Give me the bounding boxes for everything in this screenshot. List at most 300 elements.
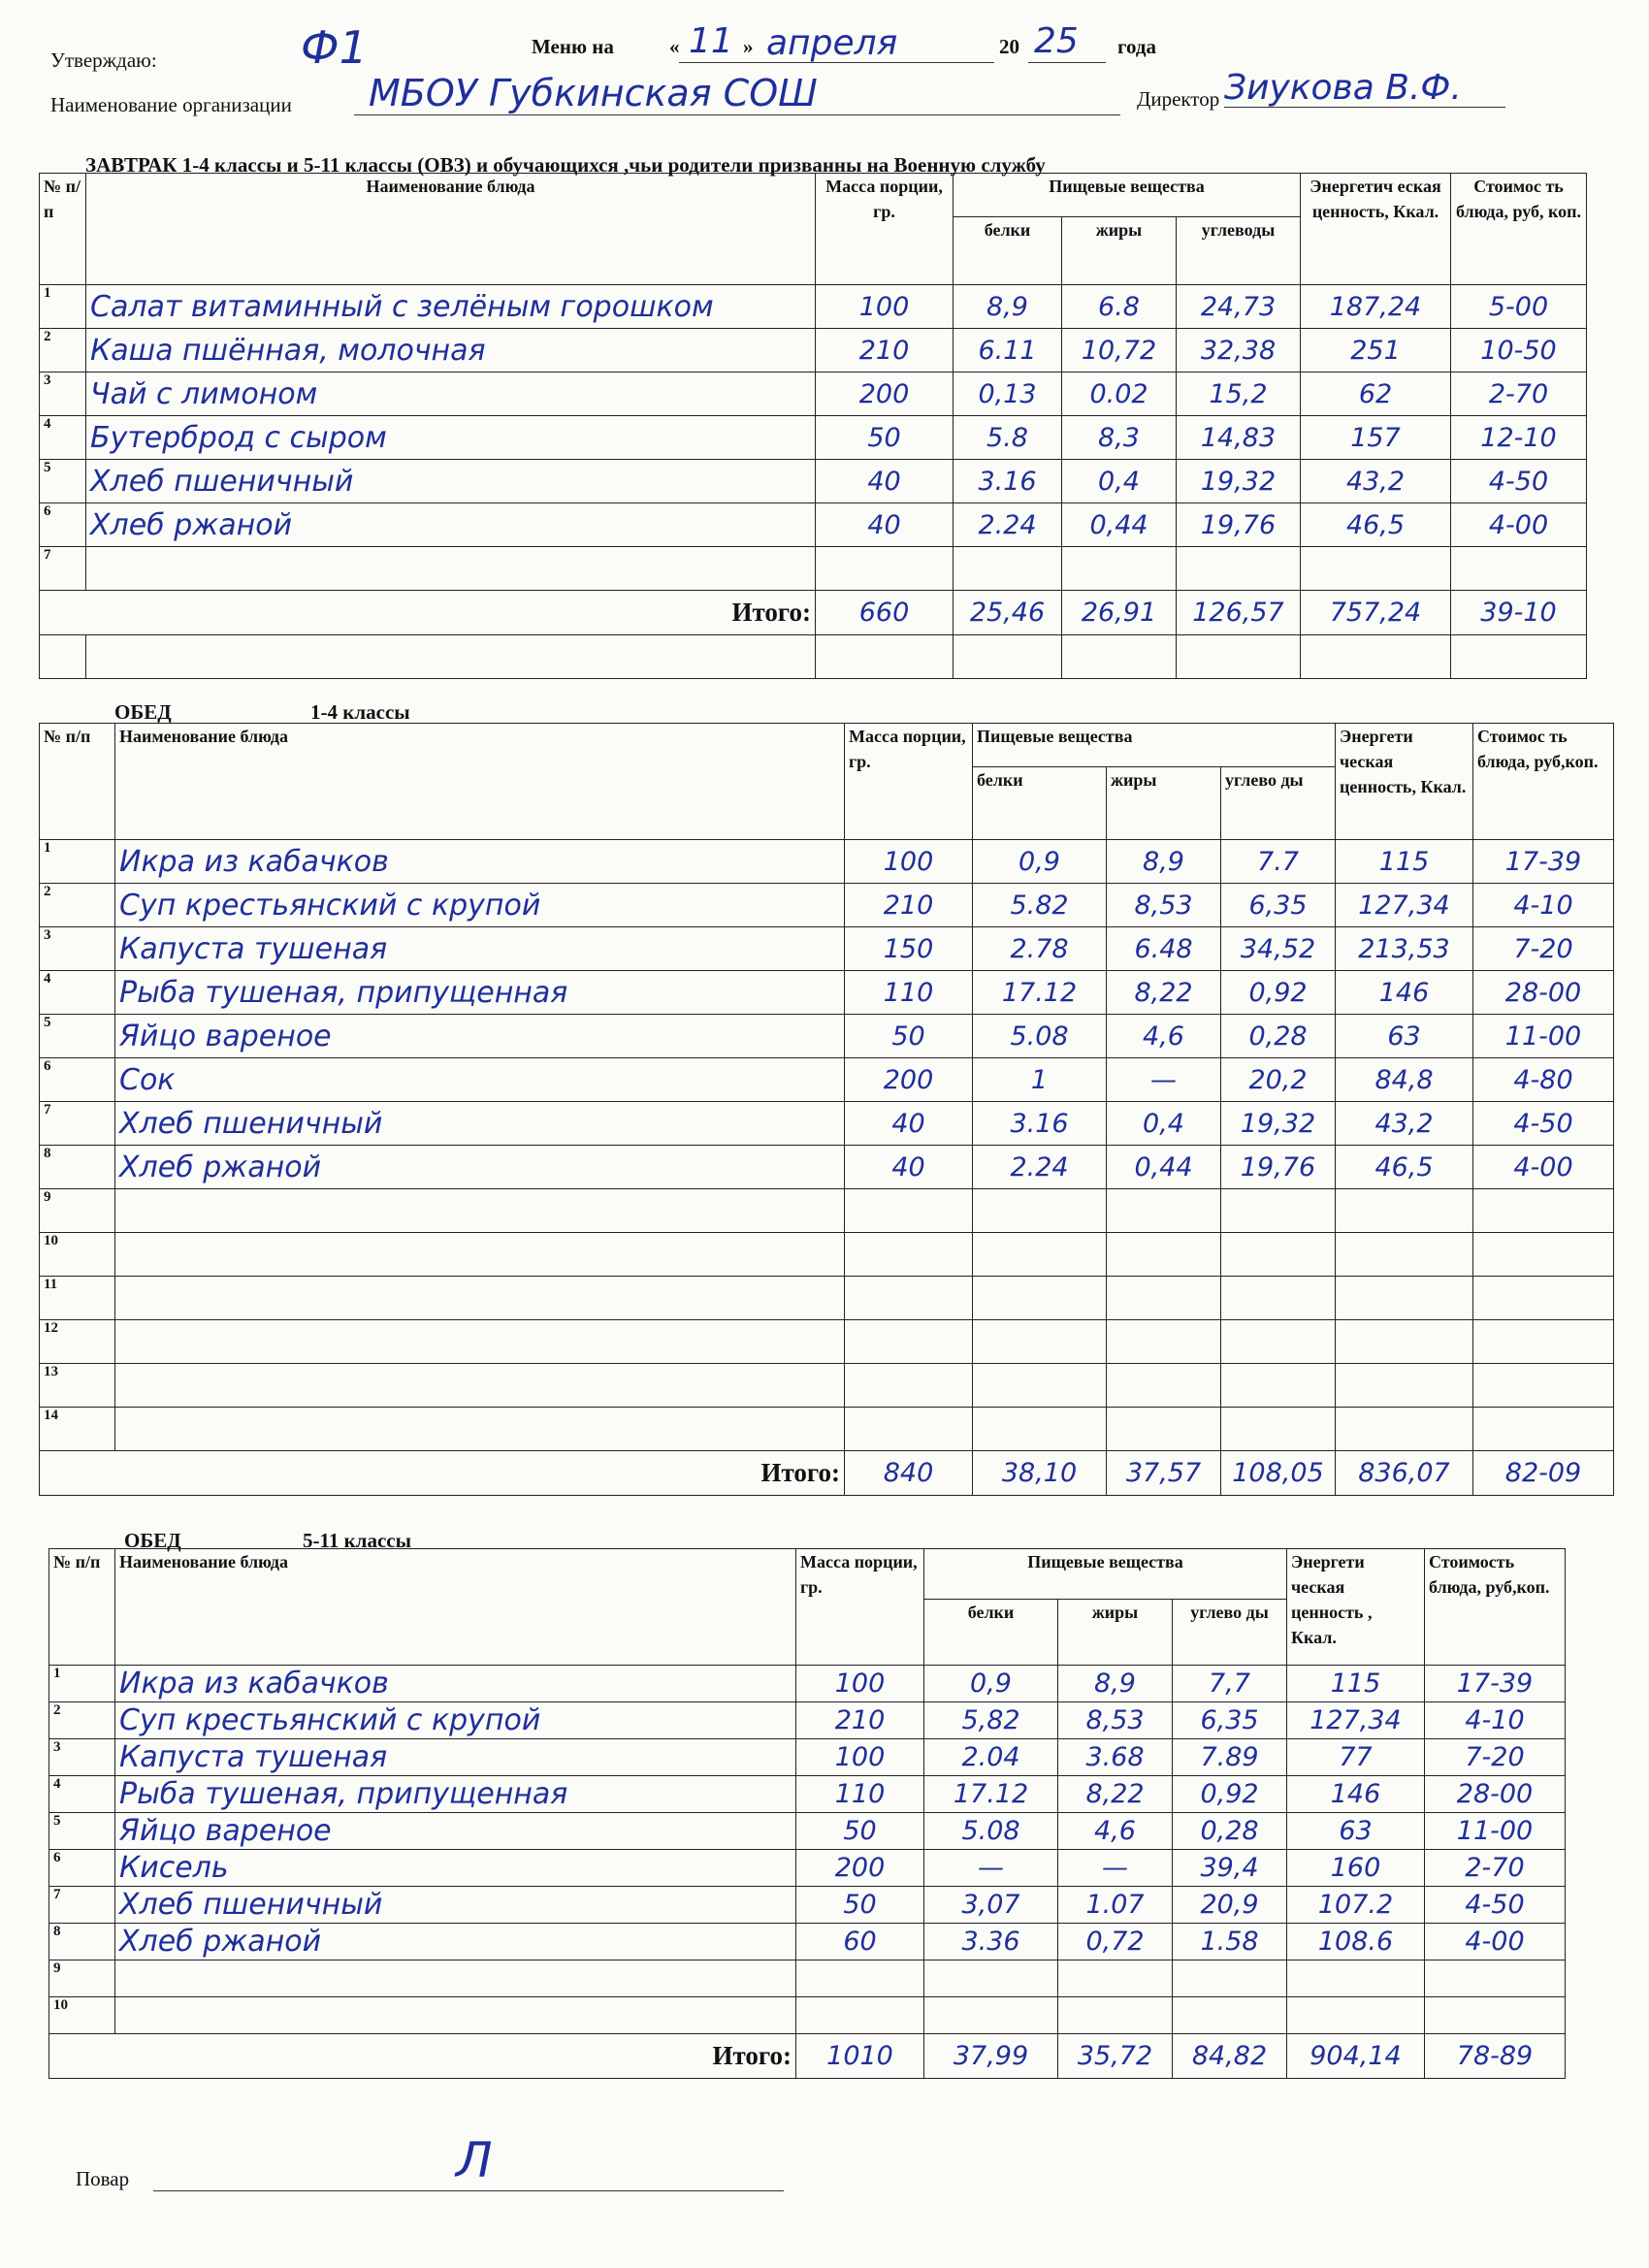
carbs-value: 0,28 xyxy=(1221,1015,1336,1058)
blank-cell xyxy=(1177,635,1301,679)
energy-value xyxy=(1287,1997,1425,2034)
fat-value: 8,53 xyxy=(1107,884,1221,927)
portion-mass xyxy=(845,1364,973,1408)
carbs-value: 19,32 xyxy=(1177,460,1301,503)
total-fat: 26,91 xyxy=(1062,591,1177,635)
table-row xyxy=(40,547,1587,591)
energy-value: 160 xyxy=(1287,1850,1425,1887)
portion-mass: 100 xyxy=(796,1739,924,1776)
energy-value: 63 xyxy=(1287,1813,1425,1850)
fat-value: 8,3 xyxy=(1062,416,1177,460)
lunch-1-4-title: ОБЕД xyxy=(114,700,172,724)
breakfast-title: ЗАВТРАК 1-4 классы и 5-11 классы (ОВЗ) и обучающихся ,чьи родители призванны на Военную службу xyxy=(85,153,1046,177)
table-row xyxy=(49,1666,1566,1702)
protein-value xyxy=(924,1960,1058,1997)
row-number: 5 xyxy=(40,1015,115,1058)
fat-value: 6.8 xyxy=(1062,285,1177,329)
protein-value: 1 xyxy=(973,1058,1107,1102)
col-dish: Наименование блюда xyxy=(115,1549,796,1666)
row-number: 7 xyxy=(40,1102,115,1146)
carbs-value: 19,76 xyxy=(1177,503,1301,547)
cost-value: 28-00 xyxy=(1425,1776,1566,1813)
carbs-value: 34,52 xyxy=(1221,927,1336,971)
table-row xyxy=(40,329,1587,373)
portion-mass: 110 xyxy=(796,1776,924,1813)
portion-mass xyxy=(816,547,954,591)
row-number: 10 xyxy=(49,1997,115,2034)
protein-value: 17.12 xyxy=(924,1776,1058,1813)
col-fat: жиры xyxy=(1107,767,1221,840)
fat-value: 8,22 xyxy=(1107,971,1221,1015)
table-row xyxy=(40,840,1614,884)
carbs-value xyxy=(1221,1364,1336,1408)
protein-value: — xyxy=(924,1850,1058,1887)
table-row xyxy=(40,1320,1614,1364)
energy-value: 146 xyxy=(1336,971,1473,1015)
portion-mass xyxy=(845,1189,973,1233)
date-day: 11 xyxy=(689,21,733,61)
energy-value: 77 xyxy=(1287,1739,1425,1776)
breakfast-table xyxy=(39,173,1587,679)
table-row xyxy=(40,1102,1614,1146)
cost-value xyxy=(1473,1189,1614,1233)
energy-value: 127,34 xyxy=(1287,1702,1425,1739)
protein-value: 6.11 xyxy=(954,329,1062,373)
fat-value: 8,9 xyxy=(1107,840,1221,884)
dish-name xyxy=(115,1277,845,1320)
blank-cell xyxy=(1451,635,1587,679)
fat-value: 0.02 xyxy=(1062,373,1177,416)
fat-value: 0,4 xyxy=(1107,1102,1221,1146)
col-carbs: углево ды xyxy=(1173,1600,1287,1666)
total-fat: 37,57 xyxy=(1107,1451,1221,1496)
row-number: 10 xyxy=(40,1233,115,1277)
approve-signature: Ф1 xyxy=(301,21,368,74)
table-row xyxy=(40,1015,1614,1058)
protein-value: 2.04 xyxy=(924,1739,1058,1776)
carbs-value xyxy=(1221,1233,1336,1277)
fat-value xyxy=(1107,1189,1221,1233)
portion-mass xyxy=(796,1960,924,1997)
protein-value xyxy=(973,1277,1107,1320)
energy-value xyxy=(1336,1408,1473,1451)
table-row xyxy=(40,1058,1614,1102)
energy-value: 146 xyxy=(1287,1776,1425,1813)
lunch-5-11-grades: 5-11 классы xyxy=(303,1529,412,1552)
table-row xyxy=(49,1997,1566,2034)
cost-value: 2-70 xyxy=(1425,1850,1566,1887)
table-row xyxy=(49,1702,1566,1739)
fat-value xyxy=(1107,1233,1221,1277)
energy-value: 62 xyxy=(1301,373,1451,416)
carbs-value: 0,92 xyxy=(1221,971,1336,1015)
carbs-value: 24,73 xyxy=(1177,285,1301,329)
carbs-value: 32,38 xyxy=(1177,329,1301,373)
cost-value: 5-00 xyxy=(1451,285,1587,329)
dish-name: Рыба тушеная, припущенная xyxy=(115,1776,796,1813)
col-num: № п/п xyxy=(49,1549,115,1666)
total-carbs: 126,57 xyxy=(1177,591,1301,635)
portion-mass: 210 xyxy=(796,1702,924,1739)
protein-value: 0,9 xyxy=(973,840,1107,884)
dish-name xyxy=(115,1189,845,1233)
total-mass: 660 xyxy=(816,591,954,635)
dish-name: Хлеб пшеничный xyxy=(115,1102,845,1146)
dish-name xyxy=(115,1233,845,1277)
col-energy: Энергети ческая ценность, Ккал. xyxy=(1336,724,1473,840)
year-label: года xyxy=(1117,35,1157,58)
row-number: 1 xyxy=(40,285,86,329)
dish-name: Кисель xyxy=(115,1850,796,1887)
fat-value: — xyxy=(1058,1850,1173,1887)
cost-value xyxy=(1473,1233,1614,1277)
col-nutrients: Пищевые вещества xyxy=(924,1549,1287,1600)
dish-name: Бутерброд с сыром xyxy=(86,416,816,460)
total-row xyxy=(49,2034,1566,2079)
carbs-value xyxy=(1173,1997,1287,2034)
portion-mass: 210 xyxy=(845,884,973,927)
portion-mass: 50 xyxy=(796,1887,924,1924)
cost-value: 4-00 xyxy=(1451,503,1587,547)
date-close-quote: » xyxy=(743,35,754,58)
year-prefix: 20 xyxy=(999,35,1019,58)
lunch-5-11-table xyxy=(48,1548,1566,2079)
protein-value: 3.36 xyxy=(924,1924,1058,1960)
portion-mass: 40 xyxy=(845,1146,973,1189)
col-nutrients: Пищевые вещества xyxy=(973,724,1336,767)
portion-mass xyxy=(796,1997,924,2034)
dish-name xyxy=(115,1997,796,2034)
cost-value: 11-00 xyxy=(1425,1813,1566,1850)
protein-value: 2.24 xyxy=(954,503,1062,547)
cost-value xyxy=(1425,1960,1566,1997)
fat-value: 8,22 xyxy=(1058,1776,1173,1813)
fat-value xyxy=(1058,1997,1173,2034)
portion-mass: 50 xyxy=(816,416,954,460)
dish-name: Хлеб пшеничный xyxy=(86,460,816,503)
cost-value: 4-10 xyxy=(1473,884,1614,927)
blank-cell xyxy=(1062,635,1177,679)
carbs-value: 39,4 xyxy=(1173,1850,1287,1887)
table-row xyxy=(40,1146,1614,1189)
menu-label: Меню на xyxy=(532,35,614,58)
protein-value: 3.16 xyxy=(973,1102,1107,1146)
portion-mass: 150 xyxy=(845,927,973,971)
energy-value: 127,34 xyxy=(1336,884,1473,927)
cost-value: 28-00 xyxy=(1473,971,1614,1015)
row-number: 5 xyxy=(40,460,86,503)
energy-value: 46,5 xyxy=(1336,1146,1473,1189)
table-row xyxy=(40,503,1587,547)
fat-value xyxy=(1062,547,1177,591)
col-dish: Наименование блюда xyxy=(115,724,845,840)
dish-name: Хлеб ржаной xyxy=(115,1924,796,1960)
blank-cell xyxy=(816,635,954,679)
carbs-value: 19,32 xyxy=(1221,1102,1336,1146)
carbs-value: 6,35 xyxy=(1173,1702,1287,1739)
dish-name: Суп крестьянский с крупой xyxy=(115,884,845,927)
dish-name xyxy=(115,1320,845,1364)
energy-value xyxy=(1301,547,1451,591)
cost-value: 4-50 xyxy=(1451,460,1587,503)
energy-value: 63 xyxy=(1336,1015,1473,1058)
energy-value: 43,2 xyxy=(1336,1102,1473,1146)
cost-value xyxy=(1473,1408,1614,1451)
dish-name xyxy=(86,547,816,591)
carbs-value: 6,35 xyxy=(1221,884,1336,927)
dish-name xyxy=(115,1408,845,1451)
blank-cell xyxy=(1301,635,1451,679)
energy-value: 43,2 xyxy=(1301,460,1451,503)
row-number: 3 xyxy=(40,927,115,971)
carbs-value: 14,83 xyxy=(1177,416,1301,460)
total-carbs: 84,82 xyxy=(1173,2034,1287,2079)
row-number: 9 xyxy=(40,1189,115,1233)
dish-name: Суп крестьянский с крупой xyxy=(115,1702,796,1739)
dish-name: Яйцо вареное xyxy=(115,1813,796,1850)
total-energy: 836,07 xyxy=(1336,1451,1473,1496)
protein-value: 2.78 xyxy=(973,927,1107,971)
row-number: 12 xyxy=(40,1320,115,1364)
dish-name: Капуста тушеная xyxy=(115,1739,796,1776)
fat-value: — xyxy=(1107,1058,1221,1102)
row-number: 6 xyxy=(49,1850,115,1887)
protein-value xyxy=(973,1320,1107,1364)
row-number: 14 xyxy=(40,1408,115,1451)
fat-value xyxy=(1107,1364,1221,1408)
cost-value xyxy=(1451,547,1587,591)
col-carbs: углево ды xyxy=(1221,767,1336,840)
cost-value xyxy=(1473,1277,1614,1320)
fat-value: 4,6 xyxy=(1107,1015,1221,1058)
col-dish: Наименование блюда xyxy=(86,174,816,285)
director-label: Директор xyxy=(1137,87,1220,111)
cost-value: 12-10 xyxy=(1451,416,1587,460)
protein-value: 5.08 xyxy=(973,1015,1107,1058)
carbs-value: 7.89 xyxy=(1173,1739,1287,1776)
cost-value xyxy=(1473,1364,1614,1408)
protein-value: 5.8 xyxy=(954,416,1062,460)
total-energy: 757,24 xyxy=(1301,591,1451,635)
protein-value: 8,9 xyxy=(954,285,1062,329)
cost-value: 7-20 xyxy=(1473,927,1614,971)
carbs-value: 0,28 xyxy=(1173,1813,1287,1850)
carbs-value xyxy=(1221,1320,1336,1364)
table-row xyxy=(40,460,1587,503)
carbs-value xyxy=(1221,1408,1336,1451)
portion-mass: 200 xyxy=(816,373,954,416)
energy-value xyxy=(1336,1277,1473,1320)
dish-name: Икра из кабачков xyxy=(115,840,845,884)
portion-mass: 50 xyxy=(796,1813,924,1850)
cook-label: Повар xyxy=(76,2167,130,2190)
portion-mass: 200 xyxy=(796,1850,924,1887)
protein-value: 3,07 xyxy=(924,1887,1058,1924)
col-num: № п/п xyxy=(40,724,115,840)
dish-name: Сок xyxy=(115,1058,845,1102)
fat-value: 3.68 xyxy=(1058,1739,1173,1776)
row-number: 4 xyxy=(49,1776,115,1813)
portion-mass: 40 xyxy=(816,460,954,503)
portion-mass: 100 xyxy=(845,840,973,884)
energy-value: 84,8 xyxy=(1336,1058,1473,1102)
row-number: 7 xyxy=(40,547,86,591)
total-protein: 37,99 xyxy=(924,2034,1058,2079)
table-row xyxy=(40,971,1614,1015)
portion-mass: 60 xyxy=(796,1924,924,1960)
cost-value xyxy=(1425,1997,1566,2034)
row-number: 3 xyxy=(40,373,86,416)
cost-value: 11-00 xyxy=(1473,1015,1614,1058)
energy-value xyxy=(1336,1320,1473,1364)
carbs-value: 1.58 xyxy=(1173,1924,1287,1960)
col-fat: жиры xyxy=(1058,1600,1173,1666)
protein-value xyxy=(924,1997,1058,2034)
portion-mass: 100 xyxy=(816,285,954,329)
cost-value: 7-20 xyxy=(1425,1739,1566,1776)
table-row xyxy=(49,1850,1566,1887)
energy-value xyxy=(1336,1364,1473,1408)
cost-value: 4-10 xyxy=(1425,1702,1566,1739)
dish-name: Салат витаминный с зелёным горошком xyxy=(86,285,816,329)
table-row xyxy=(40,416,1587,460)
dish-name: Икра из кабачков xyxy=(115,1666,796,1702)
total-label: Итого: xyxy=(49,2034,796,2079)
total-cost: 82-09 xyxy=(1473,1451,1614,1496)
row-number: 9 xyxy=(49,1960,115,1997)
fat-value xyxy=(1107,1277,1221,1320)
protein-value: 0,13 xyxy=(954,373,1062,416)
row-number: 1 xyxy=(40,840,115,884)
carbs-value: 20,9 xyxy=(1173,1887,1287,1924)
cost-value: 2-70 xyxy=(1451,373,1587,416)
row-number: 5 xyxy=(49,1813,115,1850)
dish-name: Хлеб ржаной xyxy=(115,1146,845,1189)
fat-value: 0,72 xyxy=(1058,1924,1173,1960)
total-protein: 38,10 xyxy=(973,1451,1107,1496)
energy-value: 187,24 xyxy=(1301,285,1451,329)
total-energy: 904,14 xyxy=(1287,2034,1425,2079)
total-cost: 78-89 xyxy=(1425,2034,1566,2079)
portion-mass: 100 xyxy=(796,1666,924,1702)
carbs-value: 20,2 xyxy=(1221,1058,1336,1102)
row-number: 3 xyxy=(49,1739,115,1776)
dish-name: Чай с лимоном xyxy=(86,373,816,416)
cost-value: 17-39 xyxy=(1473,840,1614,884)
approve-label: Утверждаю: xyxy=(50,49,157,72)
table-row xyxy=(49,1924,1566,1960)
table-row xyxy=(40,1408,1614,1451)
row-number: 8 xyxy=(49,1924,115,1960)
row-number: 2 xyxy=(40,884,115,927)
table-row xyxy=(49,1960,1566,1997)
col-energy: Энергети ческая ценность , Ккал. xyxy=(1287,1549,1425,1666)
protein-value xyxy=(973,1233,1107,1277)
row-number: 6 xyxy=(40,503,86,547)
row-number: 13 xyxy=(40,1364,115,1408)
total-label: Итого: xyxy=(40,591,816,635)
fat-value: 6.48 xyxy=(1107,927,1221,971)
fat-value xyxy=(1107,1408,1221,1451)
carbs-value xyxy=(1173,1960,1287,1997)
table-row xyxy=(49,1776,1566,1813)
year-suffix: 25 xyxy=(1034,21,1079,61)
cost-value: 17-39 xyxy=(1425,1666,1566,1702)
cost-value: 4-00 xyxy=(1473,1146,1614,1189)
cost-value xyxy=(1473,1320,1614,1364)
fat-value: 0,44 xyxy=(1062,503,1177,547)
dish-name xyxy=(115,1364,845,1408)
protein-value: 2.24 xyxy=(973,1146,1107,1189)
portion-mass: 110 xyxy=(845,971,973,1015)
carbs-value xyxy=(1221,1277,1336,1320)
table-row xyxy=(40,1233,1614,1277)
table-row xyxy=(40,1189,1614,1233)
carbs-value: 7.7 xyxy=(1221,840,1336,884)
col-mass: Масса порции, гр. xyxy=(816,174,954,285)
portion-mass: 50 xyxy=(845,1015,973,1058)
col-mass: Масса порции, гр. xyxy=(845,724,973,840)
protein-value xyxy=(973,1408,1107,1451)
col-carbs: углеводы xyxy=(1177,217,1301,285)
fat-value xyxy=(1107,1320,1221,1364)
portion-mass: 210 xyxy=(816,329,954,373)
carbs-value: 19,76 xyxy=(1221,1146,1336,1189)
row-number: 1 xyxy=(49,1666,115,1702)
total-fat: 35,72 xyxy=(1058,2034,1173,2079)
dish-name: Каша пшённая, молочная xyxy=(86,329,816,373)
protein-value: 0,9 xyxy=(924,1666,1058,1702)
blank-cell xyxy=(954,635,1062,679)
energy-value: 251 xyxy=(1301,329,1451,373)
portion-mass: 40 xyxy=(816,503,954,547)
row-number: 4 xyxy=(40,416,86,460)
col-mass: Масса порции, гр. xyxy=(796,1549,924,1666)
row-number: 2 xyxy=(40,329,86,373)
energy-value: 115 xyxy=(1336,840,1473,884)
protein-value: 3.16 xyxy=(954,460,1062,503)
lunch-5-11-title: ОБЕД xyxy=(124,1529,181,1552)
energy-value xyxy=(1336,1189,1473,1233)
row-number: 4 xyxy=(40,971,115,1015)
lunch-1-4-grades: 1-4 классы xyxy=(310,700,410,724)
dish-name: Рыба тушеная, припущенная xyxy=(115,971,845,1015)
portion-mass xyxy=(845,1408,973,1451)
org-label: Наименование организации xyxy=(50,93,292,116)
energy-value xyxy=(1287,1960,1425,1997)
table-row xyxy=(40,1364,1614,1408)
row-number: 8 xyxy=(40,1146,115,1189)
fat-value: 1.07 xyxy=(1058,1887,1173,1924)
portion-mass: 200 xyxy=(845,1058,973,1102)
col-cost: Стоимос ть блюда, руб, коп. xyxy=(1451,174,1587,285)
total-carbs: 108,05 xyxy=(1221,1451,1336,1496)
total-mass: 840 xyxy=(845,1451,973,1496)
total-row xyxy=(40,591,1587,635)
table-row xyxy=(49,1813,1566,1850)
fat-value: 8,53 xyxy=(1058,1702,1173,1739)
fat-value: 10,72 xyxy=(1062,329,1177,373)
dish-name: Хлеб ржаной xyxy=(86,503,816,547)
dish-name: Яйцо вареное xyxy=(115,1015,845,1058)
director-name: Зиукова В.Ф. xyxy=(1224,68,1462,108)
dish-name: Капуста тушеная xyxy=(115,927,845,971)
energy-value: 157 xyxy=(1301,416,1451,460)
total-mass: 1010 xyxy=(796,2034,924,2079)
table-row xyxy=(40,1277,1614,1320)
blank-cell xyxy=(40,635,86,679)
energy-value xyxy=(1336,1233,1473,1277)
